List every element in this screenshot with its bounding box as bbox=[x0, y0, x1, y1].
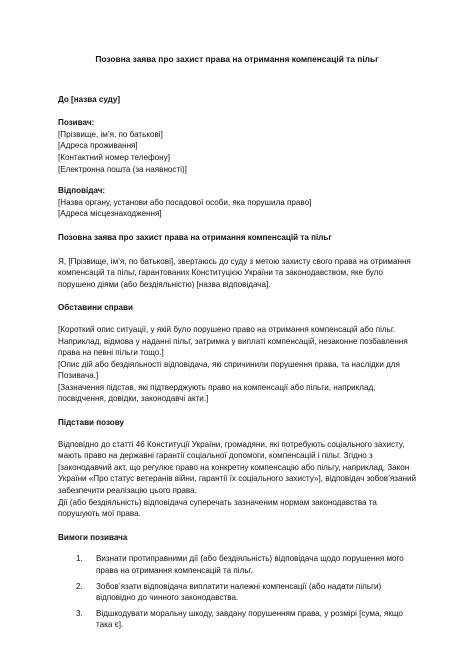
plaintiff-label: Позивач: bbox=[58, 118, 95, 128]
plaintiff-address: [Адреса проживання] bbox=[58, 141, 138, 151]
demands-list bbox=[58, 553, 416, 631]
list-item-text: Зобов’язати відповідача виплатити належні компенсації (або надати пільги) відповідно до чинного законодавства. bbox=[96, 581, 382, 603]
circumstances-paragraph: [Опис дій або бездіяльності відповідача, які спричинили порушення права, та наслідки для Позивача.] bbox=[58, 359, 400, 381]
plaintiff-name: [Прізвище, ім’я, по батькові] bbox=[58, 129, 163, 139]
grounds-paragraph: Відповідно до статті 46 Конституції України, громадяни, які потребують соціального захисту, мають право на державні гарантії соціальної допомоги, компенсацій і пільг. Згідно з [законодавчий акт, що регулює право на конкретну компенсацію або пільгу, наприклад, Закон України «Про статус ветеранів війни, гарантії їх соціального захисту»], відповідач зобов’язаний забезпечити реалізацію цього права. bbox=[58, 439, 416, 496]
circumstances-heading: Обставини справи bbox=[58, 303, 134, 313]
list-item bbox=[58, 608, 416, 631]
plaintiff-email: [Електронна пошта (за наявності)] bbox=[58, 164, 187, 174]
list-item-text: Визнати протиправними дії (або бездіяльність) відповідача щодо порушення мого права на отримання компенсацій та пільг. bbox=[96, 554, 404, 575]
grounds-heading: Підстави позову bbox=[58, 418, 125, 428]
circumstances-paragraph: [Зазначення підстав, які підтверджують право на компенсації або пільги, наприклад, посвідчення, довідки, законодавчі акти.] bbox=[58, 382, 376, 404]
defendant-label: Відповідач: bbox=[58, 186, 106, 196]
list-item-number: 1. bbox=[76, 554, 83, 564]
intro-paragraph: Я, [Прізвище, ім’я, по батькові], звертаюсь до суду з метою захисту свого права на отримання компенсацій та пільг, гарантованих Конституцією України та законодавством, яке було порушено діями (або бездіяльністю) [назва відповідача]. bbox=[58, 256, 411, 289]
list-item bbox=[58, 581, 416, 604]
list-item bbox=[58, 553, 416, 576]
document-title: Позовна заява про захист права на отримання компенсацій та пільг bbox=[95, 54, 379, 64]
claim-heading: Позовна заява про захист права на отримання компенсацій та пільг bbox=[58, 232, 332, 242]
defendant-name: [Назва органу, установи або посадової особи, яка порушила право] bbox=[58, 197, 312, 207]
list-item-number: 3. bbox=[76, 608, 83, 618]
circumstances-paragraph: [Короткий опис ситуації, у якій було порушено право на отримання компенсацій або пільг. Наприклад, відмова у наданні пільг, затримка у виплаті компенсацій, незаконне позбавлення права на певні пільги тощо.] bbox=[58, 324, 408, 358]
defendant-address: [Адреса місцезнаходження] bbox=[58, 209, 162, 219]
plaintiff-phone: [Контактний номер телефону] bbox=[58, 152, 170, 162]
plaintiff-block bbox=[58, 117, 416, 175]
list-item-text: Відшкодувати моральну шкоду, завдану порушенням права, у розмірі [сума, якщо така є]. bbox=[96, 608, 403, 630]
defendant-block bbox=[58, 185, 416, 220]
court-line: До [назва суду] bbox=[58, 94, 121, 104]
grounds-paragraph: Дії (або бездіяльність) відповідача суперечать зазначеним нормам законодавства та порушують мої права. bbox=[58, 497, 377, 519]
demands-heading: Вимоги позивача bbox=[58, 532, 128, 542]
list-item-number: 2. bbox=[76, 581, 83, 591]
